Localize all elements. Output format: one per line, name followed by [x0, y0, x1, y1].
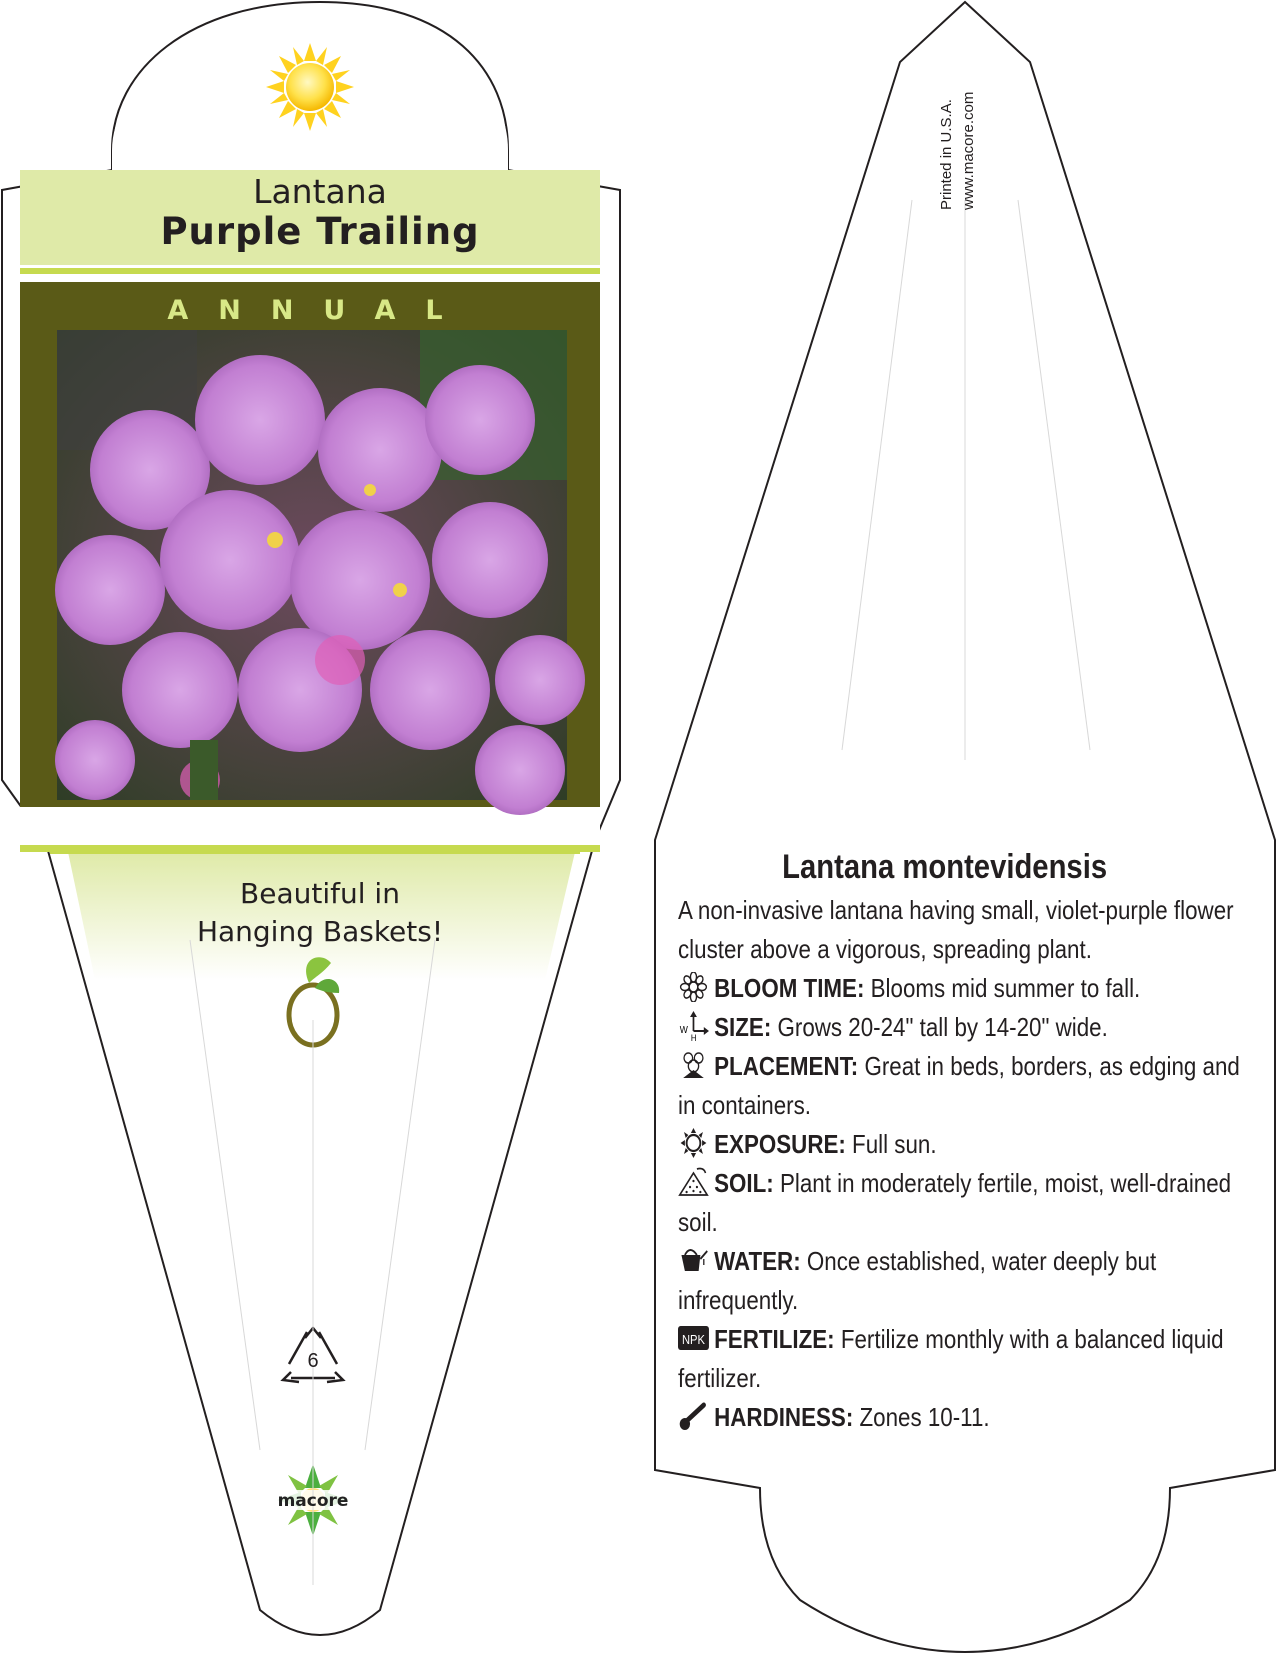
size-w-label: W [679, 1024, 688, 1036]
npk-label: NPK [681, 1332, 705, 1348]
care-item-placement [678, 1047, 1256, 1125]
common-name: Lantana [253, 172, 387, 211]
care-label-size: SIZE: [714, 1012, 772, 1042]
plant-type-label: ANNUAL [167, 295, 473, 326]
tagline-line-2: Hanging Baskets! [196, 915, 444, 948]
care-text-soil: Plant in moderately fertile, moist, well-drained soil. [678, 1168, 1232, 1237]
care-label-placement: PLACEMENT: [714, 1051, 859, 1081]
care-item-water [678, 1242, 1256, 1320]
care-item-fertilize [678, 1320, 1256, 1398]
sun-icon [266, 43, 354, 131]
tagline [100, 875, 540, 951]
care-label-bloom: BLOOM TIME: [714, 973, 865, 1003]
care-text-bloom: Blooms mid summer to fall. [870, 973, 1141, 1003]
care-item-soil [678, 1164, 1256, 1242]
care-item-exposure [678, 1125, 1256, 1164]
care-label-exposure: EXPOSURE: [714, 1129, 846, 1159]
print-info [936, 10, 996, 210]
care-item-bloom [678, 969, 1256, 1008]
care-text-hardiness: Zones 10-11. [859, 1402, 990, 1432]
placement-icon [678, 1050, 709, 1080]
flower-icon [678, 972, 709, 1002]
care-label-fertilize: FERTILIZE: [714, 1324, 835, 1354]
care-label-water: WATER: [714, 1246, 801, 1276]
brand-name: macore [277, 1491, 349, 1511]
care-item-hardiness [678, 1398, 1256, 1437]
size-icon [678, 1011, 709, 1041]
care-info [678, 848, 1256, 1437]
cultivar-name: Purple Trailing [160, 210, 480, 253]
soil-icon [678, 1167, 709, 1197]
watering-can-icon [678, 1245, 709, 1275]
latin-name: Lantana montevidensis [782, 848, 1108, 886]
description: A non-invasive lantana having small, violet-purple flower cluster above a vigorous, spreading plant. [678, 895, 1234, 964]
website: www.macore.com [960, 91, 977, 210]
care-label-hardiness: HARDINESS: [714, 1402, 854, 1432]
tagline-line-1: Beautiful in [240, 877, 400, 910]
thermometer-icon [678, 1401, 709, 1431]
recycle-number: 6 [307, 1350, 319, 1372]
care-item-size [678, 1008, 1256, 1047]
size-h-label: H [690, 1032, 697, 1041]
printed-in: Printed in U.S.A. [938, 99, 955, 210]
npk-icon [678, 1323, 709, 1353]
flower-photo [55, 330, 585, 815]
sun-exposure-icon [678, 1128, 709, 1158]
care-text-fertilize: Fertilize monthly with a balanced liquid fertilizer. [678, 1324, 1224, 1393]
care-text-placement: Great in beds, borders, as edging and in containers. [678, 1051, 1240, 1120]
care-text-exposure: Full sun. [852, 1129, 937, 1159]
care-text-size: Grows 20-24" tall by 14-20" wide. [777, 1012, 1108, 1042]
care-text-water: Once established, water deeply but infrequently. [678, 1246, 1157, 1315]
care-label-soil: SOIL: [714, 1168, 774, 1198]
